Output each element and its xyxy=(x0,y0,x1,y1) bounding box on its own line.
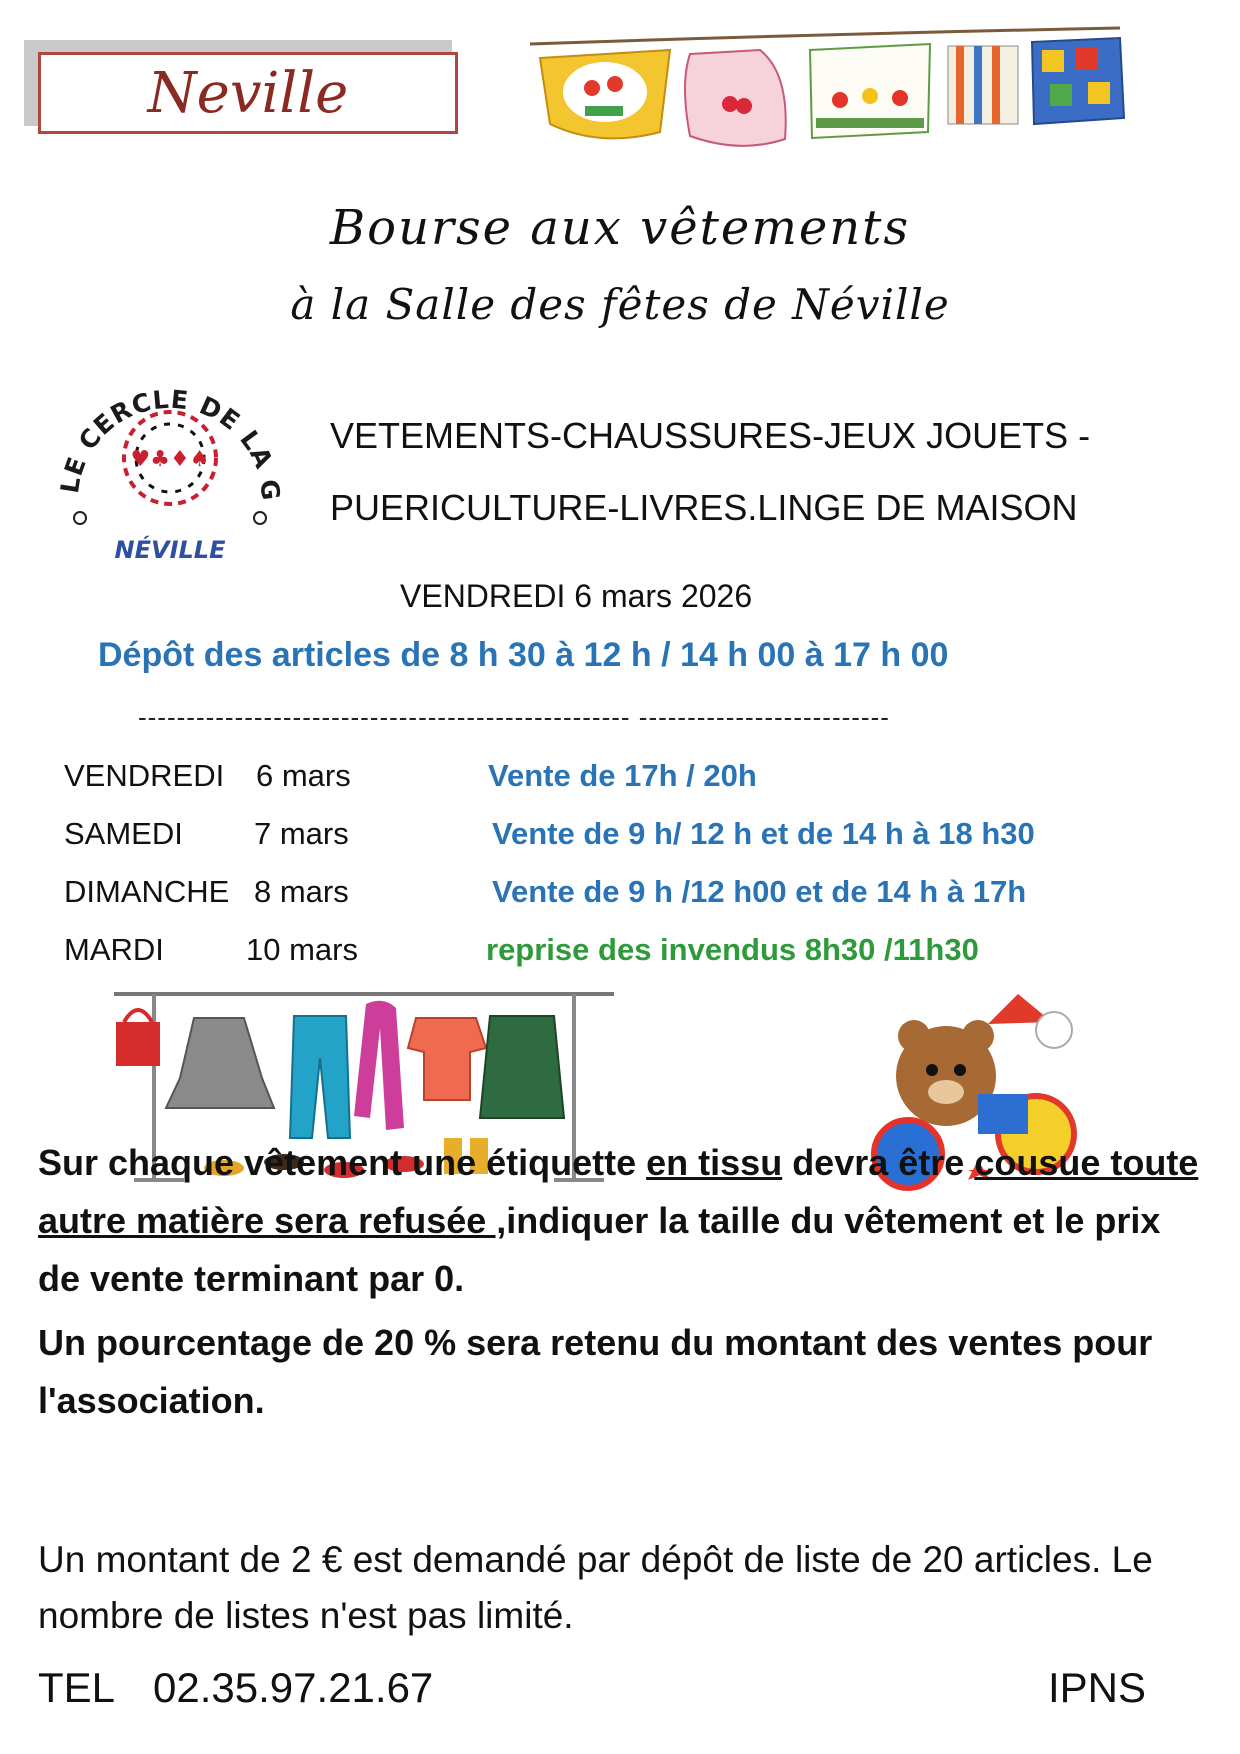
categories-block xyxy=(330,400,1210,544)
notice-text: devra être xyxy=(782,1142,975,1183)
schedule-date: 10 mars xyxy=(246,932,358,967)
notice-percentage: Un pourcentage de 20 % sera retenu du montant des ventes pour l'association. xyxy=(38,1322,1153,1421)
logo-bottom-text: NÉVILLE xyxy=(114,536,226,564)
tel-label: TEL xyxy=(38,1664,116,1711)
svg-text:LE CERCLE DE LA GAIETÉ xyxy=(40,337,286,502)
schedule-day: SAMEDI xyxy=(64,816,183,851)
tel-number: 02.35.97.21.67 xyxy=(153,1664,434,1711)
telephone xyxy=(38,1664,433,1712)
notice-text: Sur chaque vêtement une étiquette xyxy=(38,1142,647,1183)
notice-paragraph-label xyxy=(38,1134,1208,1308)
deposit-hours: Dépôt des articles de 8 h 30 à 12 h / 14 h 00 à 17 h 00 xyxy=(98,636,949,674)
town-box xyxy=(38,52,458,134)
clothesline-illustration xyxy=(520,14,1140,164)
categories-line-1: VETEMENTS-CHAUSSURES-JEUX JOUETS - xyxy=(330,415,1091,456)
event-title: Bourse aux vêtements xyxy=(329,200,911,256)
schedule-row xyxy=(0,932,1240,982)
town-name: Neville xyxy=(147,60,349,126)
schedule-row xyxy=(0,758,1240,808)
logo-arc-text: LE CERCLE DE LA GAIETÉ xyxy=(39,337,286,503)
schedule-info: Vente de 9 h/ 12 h et de 14 h à 18 h30 xyxy=(492,816,1035,851)
ipns-label: IPNS xyxy=(1048,1664,1147,1711)
schedule-info: Vente de 17h / 20h xyxy=(488,758,757,793)
club-logo xyxy=(39,337,290,580)
notice-text: indiquer la taille du vêtement et le prix de vente terminant par 0. xyxy=(38,1200,1161,1299)
notice-underline-sewn: cousue toute autre matière sera refusée , xyxy=(38,1142,1199,1241)
schedule-day: VENDREDI xyxy=(64,758,225,793)
info-paragraph: Un montant de 2 € est demandé par dépôt de liste de 20 articles. Le nombre de listes n'est pas limité. xyxy=(38,1539,1153,1636)
categories-line-2: PUERICULTURE-LIVRES.LINGE DE MAISON xyxy=(330,487,1078,528)
notice-underline-fabric: en tissu xyxy=(646,1142,783,1183)
separator-dashes: --------------------------------------------------- -------------------------- xyxy=(138,702,890,732)
schedule-row xyxy=(0,816,1240,866)
schedule-row xyxy=(0,874,1240,924)
event-subtitle: à la Salle des fêtes de Néville xyxy=(290,280,950,329)
deposit-date: VENDREDI 6 mars 2026 xyxy=(400,578,753,614)
schedule-info: reprise des invendus 8h30 /11h30 xyxy=(486,932,979,967)
svg-text:♥♣♦♠: ♥♣♦♠ xyxy=(130,447,210,472)
schedule-date: 7 mars xyxy=(254,816,349,851)
schedule-date: 8 mars xyxy=(254,874,349,909)
schedule-date: 6 mars xyxy=(256,758,351,793)
schedule-day: MARDI xyxy=(64,932,164,967)
schedule-info: Vente de 9 h /12 h00 et de 14 h à 17h xyxy=(492,874,1027,909)
schedule-day: DIMANCHE xyxy=(64,874,230,909)
